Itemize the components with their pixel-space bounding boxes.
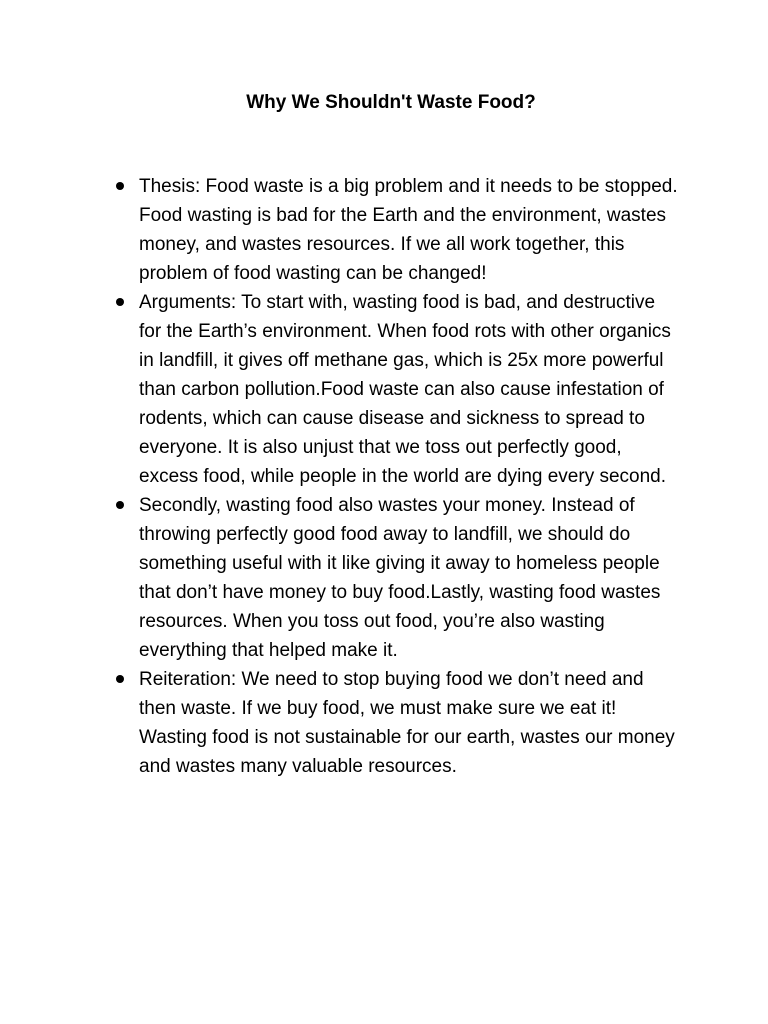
bullet-item-arguments (139, 288, 679, 491)
bullet-icon (116, 675, 124, 683)
bullet-text: Secondly, wasting food also wastes your money. Instead of throwing perfectly good food away to landfill, we should do something useful with it like giving it away to homeless people that don’t have money to buy food.Lastly, wasting food wastes resources. When you toss out food, you’re also wasting everything that helped make it. (139, 495, 661, 661)
bullet-icon (116, 298, 124, 306)
bullet-text: Thesis: Food waste is a big problem and it needs to be stopped. Food wasting is bad for the Earth and the environment, wastes money, and wastes resources. If we all work together, this problem of food wasting can be changed! (139, 176, 678, 284)
bullet-text: Reiteration: We need to stop buying food we don’t need and then waste. If we buy food, we must make sure we eat it! Wasting food is not sustainable for our earth, wastes our money and wastes many valuable resources. (139, 669, 675, 777)
bullet-icon (116, 501, 124, 509)
bullet-item-thesis (139, 172, 679, 288)
bullet-list (139, 172, 679, 781)
bullet-item-reiteration (139, 665, 679, 781)
bullet-icon (116, 182, 124, 190)
bullet-item-secondly (139, 491, 679, 665)
bullet-text: Arguments: To start with, wasting food is bad, and destructive for the Earth’s environment. When food rots with other organics in landfill, it gives off methane gas, which is 25x more powerful than carbon pollution.Food waste can also cause infestation of rodents, which can cause disease and sickness to spread to everyone. It is also unjust that we toss out perfectly good, excess food, while people in the world are dying every second. (139, 292, 671, 487)
page-title: Why We Shouldn't Waste Food? (246, 92, 536, 113)
